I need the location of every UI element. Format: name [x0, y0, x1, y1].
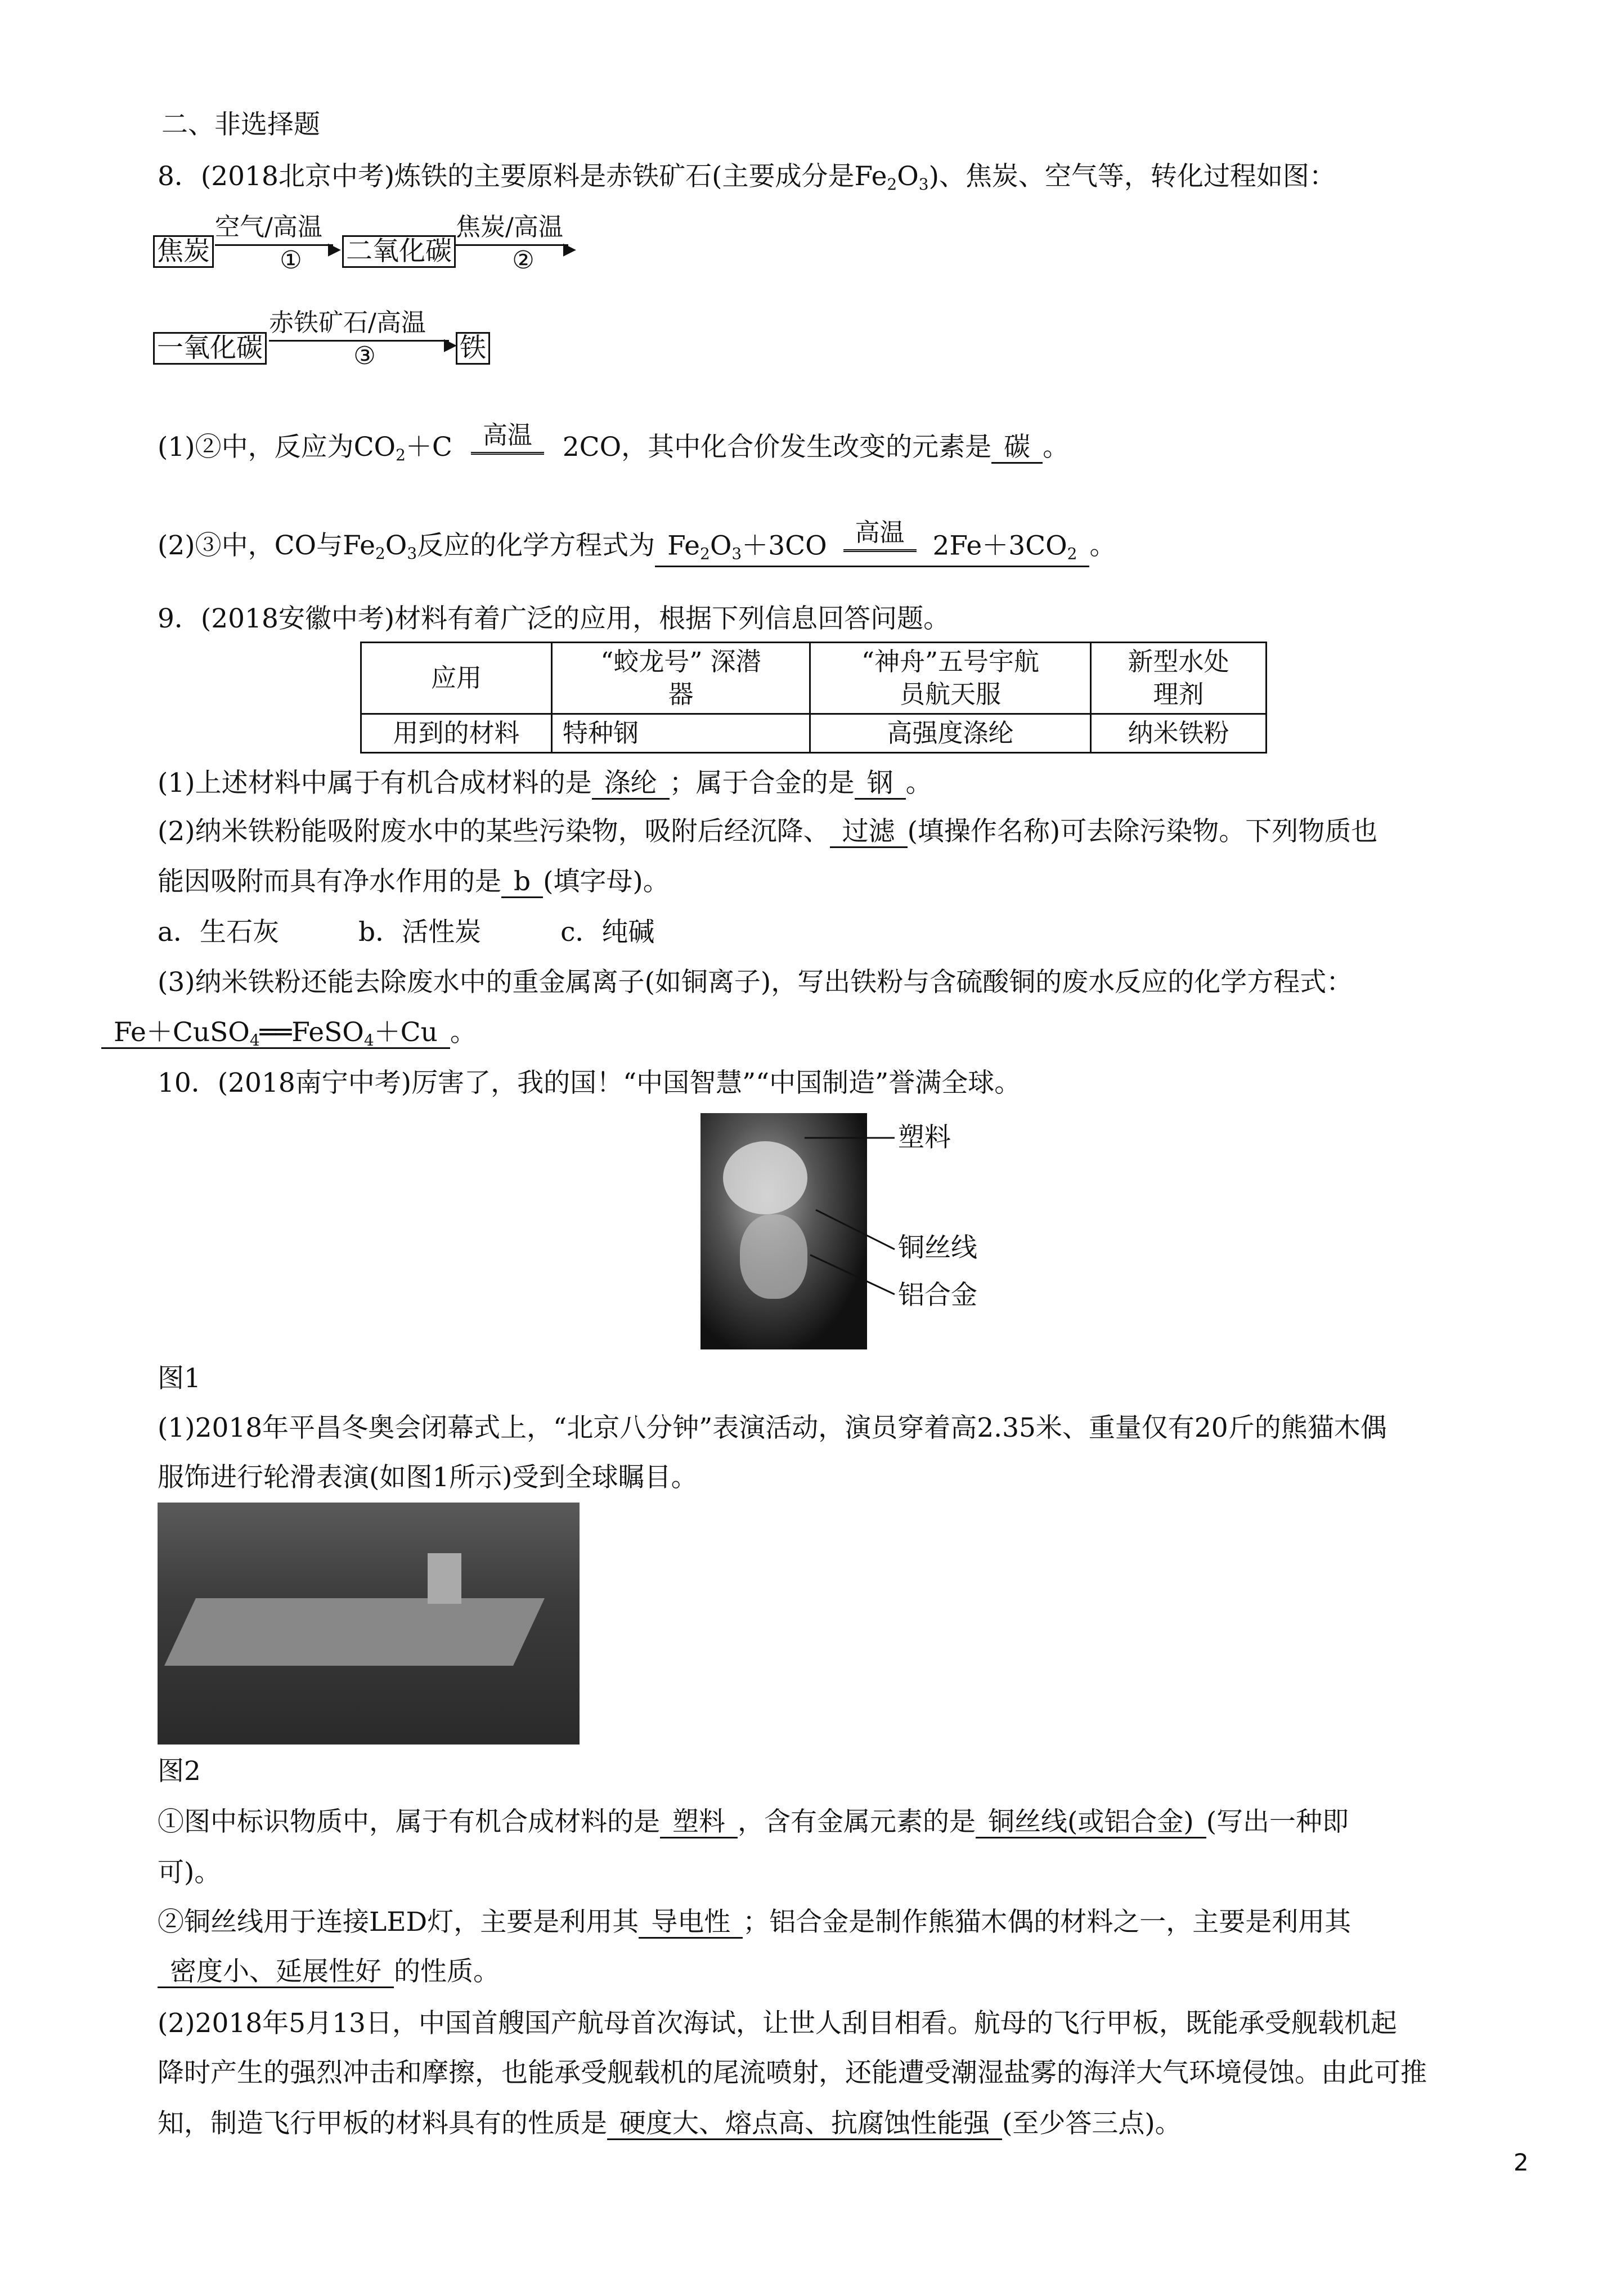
q10-sub1-line2: 可)。	[158, 1857, 221, 1888]
q10-part1-line2: 服饰进行轮滑表演(如图1所示)受到全球瞩目。	[158, 1462, 698, 1493]
q10-part2-line1: (2)2018年5月13日，中国首艘国产航母首次海试，让世人刮目相看。航母的飞行甲板，既能承受舰载机起	[158, 2008, 1397, 2039]
flow-box-co2: 二氧化碳	[342, 235, 456, 268]
carrier-deck-shape	[164, 1598, 545, 1666]
q9-p2-answer-1: 过滤	[830, 817, 908, 848]
q10-part2-line3: 知，制造飞行甲板的材料具有的性质是 硬度大、熔点高、抗腐蚀性能强 (至少答三点)。	[158, 2108, 1182, 2139]
table-row	[361, 643, 1267, 714]
figure1-caption: 图1	[158, 1363, 201, 1394]
table-cell: “蛟龙号” 深潜 器	[552, 643, 810, 714]
q9-p1-answer-1: 涤纶	[592, 769, 670, 800]
table-cell: 用到的材料	[361, 714, 552, 753]
panda-body-shape	[740, 1214, 807, 1299]
flow-arrow-2-number: ②	[512, 246, 535, 275]
aircraft-carrier-photo	[158, 1503, 580, 1745]
q9-p3-answer: Fe＋CuSO$_4$══FeSO$_4$＋Cu	[101, 1018, 450, 1049]
q10-sub2-line1: ②铜丝线用于连接LED灯，主要是利用其 导电性 ；铝合金是制作熊猫木偶的材料之一，主要是利用其	[158, 1907, 1351, 1938]
table-cell: 纳米铁粉	[1091, 714, 1267, 753]
carrier-island-shape	[428, 1553, 461, 1604]
figure2-caption: 图2	[158, 1756, 201, 1787]
table-cell: 新型水处 理剂	[1091, 643, 1267, 714]
page-number: 2	[1514, 2149, 1529, 2176]
flow-arrow-3-condition: 赤铁矿石/高温	[269, 308, 426, 337]
q9-stem: 9．(2018安徽中考)材料有着广泛的应用，根据下列信息回答问题。	[158, 603, 950, 634]
table-row	[361, 714, 1267, 753]
flow-box-coke: 焦炭	[153, 235, 214, 268]
q9-part3: (3)纳米铁粉还能去除废水中的重金属离子(如铜离子)，写出铁粉与含硫酸铜的废水反应的化学方程式：	[158, 967, 1353, 998]
q9-part1: (1)上述材料中属于有机合成材料的是 涤纶 ；属于合金的是 钢 。	[158, 768, 932, 799]
section-title: 二、非选择题	[161, 109, 320, 140]
q10-s2-answer-2: 密度小、延展性好	[158, 1957, 394, 1988]
q10-s1-answer-2: 铜丝线(或铝合金)	[976, 1808, 1206, 1838]
q9-options: a．生石灰 b．活性炭 c．纯碱	[158, 917, 655, 948]
flow-arrow-3-number: ③	[353, 342, 376, 370]
figure1-label-plastic: 塑料	[898, 1122, 951, 1153]
q8-part2: (2)③中，CO与$Fe_2O_3$反应的化学方程式为 $Fe_2O_3+3CO$ 高温 $2Fe+3CO_2$ 。	[158, 529, 1116, 567]
q8-part1: (1)②中，反应为$CO_2+C$ 高温 2CO，其中化合价发生改变的元素是 碳 。	[158, 420, 1070, 464]
q8-p2-answer: $Fe_2O_3+3CO$ 高温 $2Fe+3CO_2$	[655, 530, 1089, 567]
table-cell: 高强度涤纶	[810, 714, 1091, 753]
q9-part3-answer-line: Fe＋CuSO$_4$══FeSO$_4$＋Cu 。	[101, 1016, 477, 1050]
q10-sub1-line1: ①图中标识物质中，属于有机合成材料的是 塑料 ，含有金属元素的是 铜丝线(或铝合金) (写出一种即	[158, 1806, 1349, 1837]
panda-head-shape	[723, 1141, 807, 1214]
arrow-right-icon: ▶	[215, 244, 333, 246]
q8-p1-answer: 碳	[991, 433, 1043, 464]
q10-sub2-line2: 密度小、延展性好 的性质。	[158, 1955, 500, 1989]
figure1-label-copper-wire: 铜丝线	[898, 1232, 977, 1263]
flow-box-fe: 铁	[456, 332, 490, 365]
arrow-right-icon: ▶	[456, 244, 568, 246]
flow-arrow-3	[269, 308, 457, 371]
flow-arrow-1-number: ①	[280, 246, 302, 275]
flow-arrow-2-condition: 焦炭/高温	[456, 213, 563, 241]
q10-s2-answer-1: 导电性	[639, 1908, 743, 1939]
table-cell: 特种钢	[552, 714, 810, 753]
materials-table	[360, 642, 1267, 754]
table-cell: “神舟”五号宇航 员航天服	[810, 643, 1091, 714]
q10-part1-line1: (1)2018年平昌冬奥会闭幕式上，“北京八分钟”表演活动，演员穿着高2.35米、重量仅有20斤的熊猫木偶	[158, 1412, 1387, 1443]
flow-arrow-1-condition: 空气/高温	[215, 213, 322, 241]
flow-box-co: 一氧化碳	[153, 332, 267, 365]
arrow-right-icon: ▶	[269, 340, 449, 342]
q8-stem: 8．(2018北京中考)炼铁的主要原料是赤铁矿石(主要成分是$Fe_2O_3$)、焦炭、空气等，转化过程如图：	[158, 161, 1336, 194]
q9-part2-line1: (2)纳米铁粉能吸附废水中的某些污染物，吸附后经沉降、 过滤 (填操作名称)可去除污染物。下列物质也	[158, 816, 1378, 847]
flow-arrow-1	[215, 213, 341, 275]
q9-p1-answer-2: 钢	[855, 769, 906, 800]
q10-stem: 10．(2018南宁中考)厉害了，我的国！“中国智慧”“中国制造”誉满全球。	[158, 1068, 1021, 1098]
reaction-condition-2: 高温	[843, 519, 917, 554]
figure1-label-aluminum-alloy: 铝合金	[898, 1280, 977, 1311]
table-cell: 应用	[361, 643, 552, 714]
q10-part2-line2: 降时产生的强烈冲击和摩擦，也能承受舰载机的尾流喷射，还能遭受潮湿盐雾的海洋大气环境侵蚀。由此可推	[158, 2057, 1427, 2088]
reaction-condition-1: 高温	[471, 421, 544, 457]
q9-p2-answer-2: b	[501, 867, 543, 898]
q10-p2-answer: 硬度大、熔点高、抗腐蚀性能强	[607, 2109, 1002, 2140]
q10-s1-answer-1: 塑料	[660, 1808, 738, 1838]
q9-part2-line2: 能因吸附而具有净水作用的是 b (填字母)。	[158, 866, 670, 897]
flow-arrow-2	[456, 213, 576, 275]
